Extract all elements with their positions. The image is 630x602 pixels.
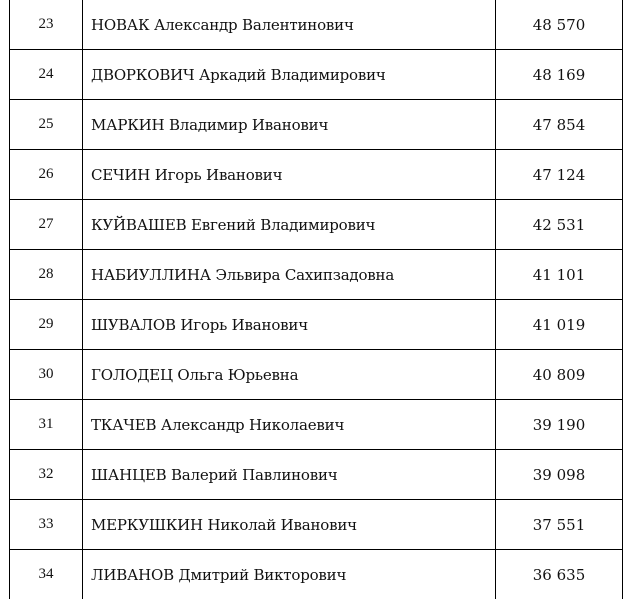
person-name: НОВАК Александр Валентинович bbox=[83, 0, 496, 50]
person-name: ШУВАЛОВ Игорь Иванович bbox=[83, 300, 496, 350]
row-number: 34 bbox=[10, 550, 83, 600]
ranking-table bbox=[9, 0, 623, 599]
row-number: 30 bbox=[10, 350, 83, 400]
table-row bbox=[10, 100, 623, 150]
row-number: 23 bbox=[10, 0, 83, 50]
row-value: 39 190 bbox=[496, 400, 623, 450]
table-row bbox=[10, 50, 623, 100]
row-value: 39 098 bbox=[496, 450, 623, 500]
table-row bbox=[10, 0, 623, 50]
table-row bbox=[10, 350, 623, 400]
person-name: СЕЧИН Игорь Иванович bbox=[83, 150, 496, 200]
table-row bbox=[10, 200, 623, 250]
person-name: КУЙВАШЕВ Евгений Владимирович bbox=[83, 200, 496, 250]
table-row bbox=[10, 450, 623, 500]
table-row bbox=[10, 500, 623, 550]
row-number: 27 bbox=[10, 200, 83, 250]
row-value: 48 570 bbox=[496, 0, 623, 50]
table-row bbox=[10, 250, 623, 300]
person-name: МАРКИН Владимир Иванович bbox=[83, 100, 496, 150]
person-name: МЕРКУШКИН Николай Иванович bbox=[83, 500, 496, 550]
row-value: 47 854 bbox=[496, 100, 623, 150]
row-number: 33 bbox=[10, 500, 83, 550]
row-value: 41 101 bbox=[496, 250, 623, 300]
row-value: 40 809 bbox=[496, 350, 623, 400]
row-value: 41 019 bbox=[496, 300, 623, 350]
row-value: 47 124 bbox=[496, 150, 623, 200]
row-value: 42 531 bbox=[496, 200, 623, 250]
person-name: ГОЛОДЕЦ Ольга Юрьевна bbox=[83, 350, 496, 400]
row-number: 28 bbox=[10, 250, 83, 300]
row-value: 37 551 bbox=[496, 500, 623, 550]
row-value: 48 169 bbox=[496, 50, 623, 100]
row-number: 24 bbox=[10, 50, 83, 100]
table-row bbox=[10, 300, 623, 350]
table-row bbox=[10, 150, 623, 200]
ranking-table-container bbox=[9, 0, 623, 599]
person-name: ДВОРКОВИЧ Аркадий Владимирович bbox=[83, 50, 496, 100]
row-number: 32 bbox=[10, 450, 83, 500]
row-number: 25 bbox=[10, 100, 83, 150]
person-name: ТКАЧЕВ Александр Николаевич bbox=[83, 400, 496, 450]
row-number: 26 bbox=[10, 150, 83, 200]
table-row bbox=[10, 400, 623, 450]
row-value: 36 635 bbox=[496, 550, 623, 600]
row-number: 29 bbox=[10, 300, 83, 350]
row-number: 31 bbox=[10, 400, 83, 450]
person-name: ШАНЦЕВ Валерий Павлинович bbox=[83, 450, 496, 500]
person-name: НАБИУЛЛИНА Эльвира Сахипзадовна bbox=[83, 250, 496, 300]
person-name: ЛИВАНОВ Дмитрий Викторович bbox=[83, 550, 496, 600]
table-row bbox=[10, 550, 623, 600]
